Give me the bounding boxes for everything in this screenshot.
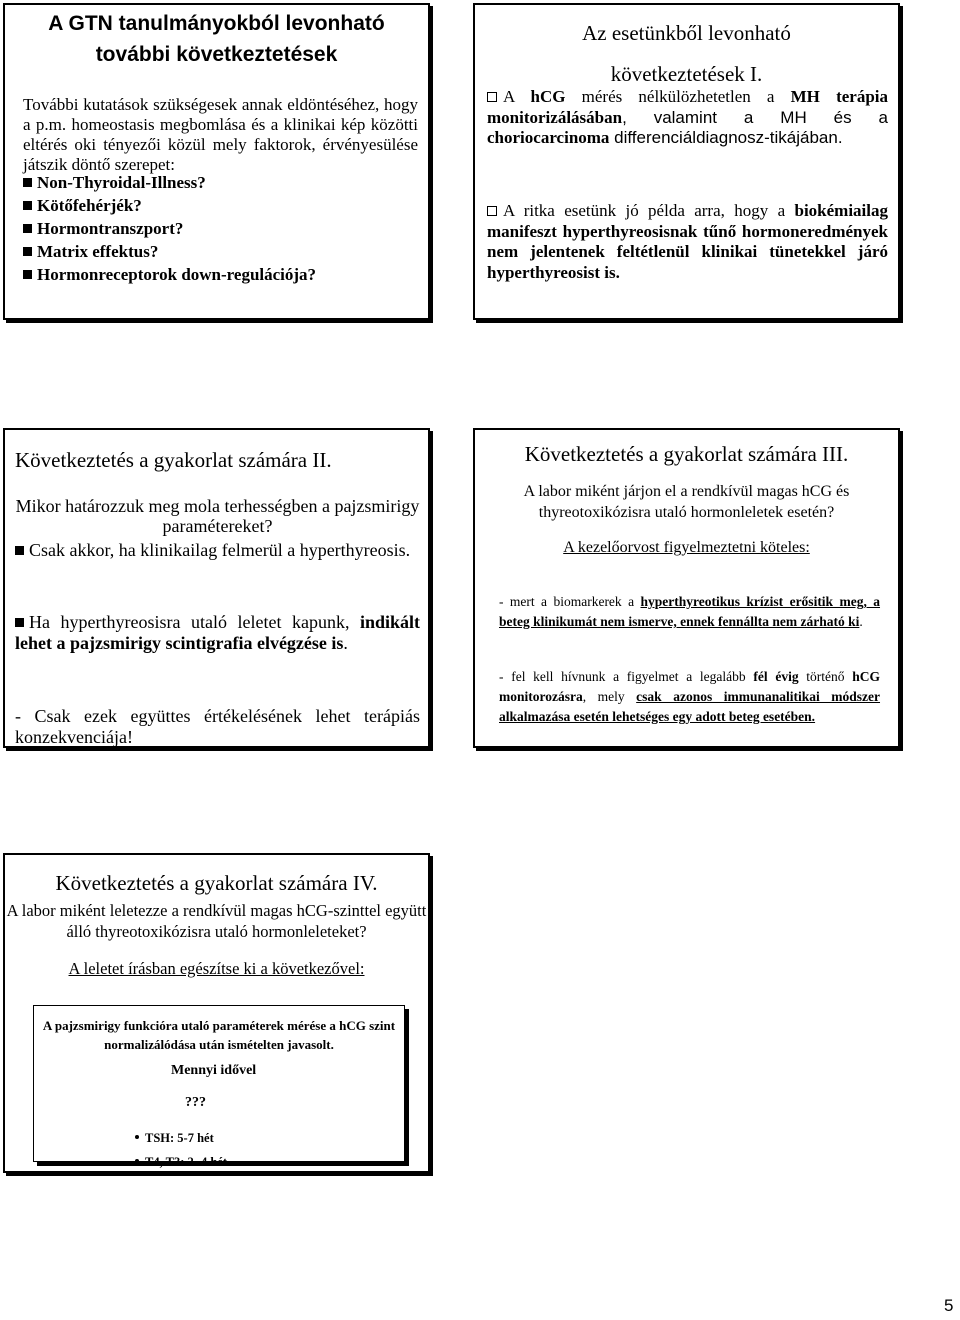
- slide-3-title: Következtetés a gyakorlat számára II.: [15, 448, 332, 472]
- slide-2-title-line2: következtetések I.: [610, 62, 763, 86]
- slide-3-answer-2: Ha hyperthyreosisra utaló leletet kapunk, indikált lehet a pajzsmirigy scintigrafia elvégzése is.: [15, 612, 420, 653]
- list-item: Hormontranszport?: [23, 217, 316, 240]
- list-item: Matrix effektus?: [23, 240, 316, 263]
- t4-t3-interval: T4, T3: 2- 4 hét: [135, 1155, 227, 1170]
- slide-1-intro: További kutatások szükségesek annak eldöntéséhez, hogy a p.m. homeostasis megbomlása és a klinikai kép közötti eltérés oki tényezői közül mely faktorok, érvényesülése játszik döntő szerepet:: [23, 95, 418, 174]
- slide-3-answer-3: - Csak ezek együttes értékelésének lehet terápiás konzekvenciája!: [15, 706, 420, 747]
- list-item: Non-Thyroidal-Illness?: [23, 171, 316, 194]
- square-bullet-icon: [23, 178, 32, 187]
- slide-5-instruction: A leletet írásban egészítse ki a következővel:: [68, 958, 365, 978]
- slide-2-point-2: A ritka esetünk jó példa arra, hogy a biokémiailag manifeszt hyperthyreosisnak tűnő hormoneredmények nem jelentenek feltétlenül klinikai tünetekkel járó hyperthyreosist is.: [487, 201, 888, 282]
- square-bullet-icon: [23, 247, 32, 256]
- slide-4: [473, 428, 900, 748]
- time-question: Mennyi idővel: [171, 1063, 257, 1078]
- slide-1-list: [23, 171, 316, 286]
- question-marks: ???: [185, 1095, 206, 1110]
- tsh-interval: TSH: 5-7 hét: [135, 1131, 214, 1146]
- square-bullet-icon: [23, 201, 32, 210]
- dot-bullet-icon: [135, 1159, 139, 1163]
- slide-5-question: A labor miként leletezze a rendkívül magas hCG-szinttel együtt álló thyreotoxikózisra utaló hormonleleteket?: [6, 901, 427, 941]
- square-bullet-icon: [15, 618, 24, 627]
- square-bullet-icon: [15, 546, 24, 555]
- slide-3-answer-1: Csak akkor, ha klinikailag felmerül a hyperthyreosis.: [15, 540, 420, 561]
- slide-2-point-1: A hCG mérés nélkülözhetetlen a MH terápia monitorizálásában, valamint a MH és a choriocarcinoma differenciáldiagnosz-tikájában.: [487, 87, 889, 147]
- slide-5-title: Következtetés a gyakorlat számára IV.: [55, 871, 378, 895]
- slide-2-title-line1: Az esetünkből levonható: [582, 21, 791, 45]
- slide-4-point-1: - mert a biomarkerek a hyperthyreotikus krízist erősitik meg, a beteg klinikumát nem ismerve, ennek fennállta nem zárható ki.: [499, 594, 881, 629]
- checkbox-bullet-icon: [487, 206, 497, 216]
- dot-bullet-icon: [135, 1135, 139, 1139]
- slide-1: [3, 3, 430, 320]
- slide-3: [3, 428, 430, 748]
- slide-4-title: Következtetés a gyakorlat számára III.: [524, 442, 849, 466]
- slide-4-point-2: - fel kell hívnunk a figyelmet a legalább fél évig történő hCG monitorozásra, mely csak azonos immunanalitikai módszer alkalmazása esetén lehetséges egy adott beteg esetében.: [499, 669, 881, 724]
- square-bullet-icon: [23, 270, 32, 279]
- list-item: Kötőfehérjék?: [23, 194, 316, 217]
- checkbox-bullet-icon: [487, 92, 497, 102]
- slide-4-instruction: A kezelőorvost figyelmeztetni köteles:: [563, 539, 810, 556]
- recommendation-box: [33, 1005, 405, 1162]
- list-item: Hormonreceptorok down-regulációja?: [23, 263, 316, 286]
- slide-1-title-line1: A GTN tanulmányokból levonható: [48, 12, 385, 35]
- slide-2: [473, 3, 900, 320]
- slide-1-title-line2: további következtetések: [95, 43, 338, 66]
- page-number: 5: [944, 1296, 954, 1315]
- recommendation-text: A pajzsmirigy funkcióra utaló paraméterek mérése a hCG szint normalizálódása után ismételten javasolt.: [42, 1018, 396, 1052]
- square-bullet-icon: [23, 224, 32, 233]
- slide-4-question: A labor miként járjon el a rendkívül magas hCG és thyreotoxikózisra utaló hormonleletek esetén?: [523, 483, 850, 521]
- slide-5: [3, 853, 430, 1173]
- slide-3-question: Mikor határozzuk meg mola terhességben a pajzsmirigy paramétereket?: [15, 496, 420, 536]
